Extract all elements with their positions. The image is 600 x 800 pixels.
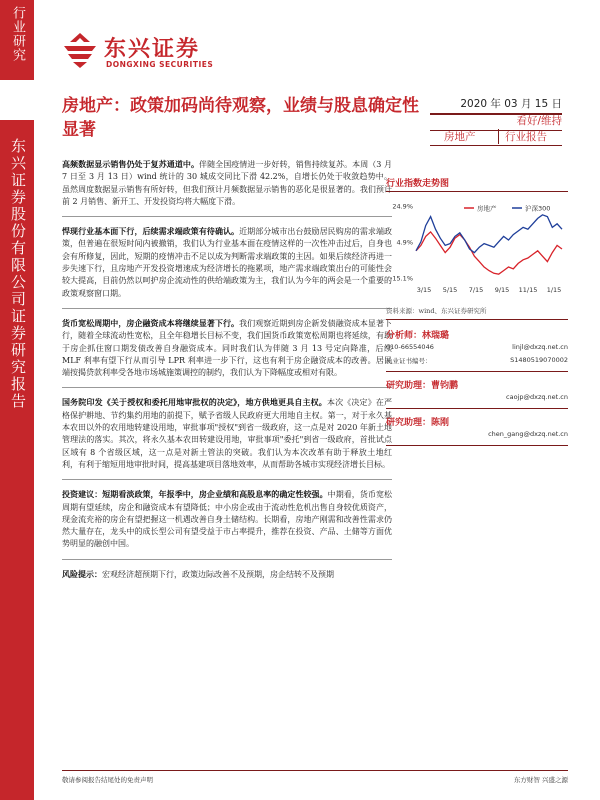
footer-slogan: 东方财智 兴盛之源 <box>513 776 568 784</box>
paragraph-sales <box>62 158 392 208</box>
sidebar-company-label: 东兴证券股份有限公司证券研究报告 <box>9 138 27 410</box>
sidebar <box>0 0 34 800</box>
divider <box>62 559 392 560</box>
paragraph-text: 伴随全国疫情进一步好转，销售持续复苏。本周（3 月 7 日至 3 月 13 日）wind 统计的 30 城成交同比下滑 42.2%，自增长仍处于收敛趋势中。虽然周度数据显示销售有所好转，但我们预计月频数据显示销售的恶化是很显著的。我们预计前 2 月销售、新开工、开发投资均将大幅度下滑。 <box>62 160 393 206</box>
sidebar-category-label: 行业研究 <box>10 6 25 62</box>
series-line <box>416 232 562 274</box>
x-tick-label: 9/15 <box>494 286 510 294</box>
x-tick-label: 3/15 <box>416 286 432 294</box>
analyst-name: 分析师：林瑞璐 <box>386 331 450 341</box>
chart-section-title: 行业指数走势图 <box>386 176 568 192</box>
divider <box>62 479 392 480</box>
paragraph-heading: 货币宽松周期中，房企融资成本将继续显著下行。 <box>62 317 240 328</box>
sidebar-top-block <box>0 0 34 80</box>
paragraph-text: 中期看，货币宽松周期有望延续，房企和融资成本有望降低；中小房企或由于流动性危机出售自身较优质资产，现金流充裕的房企有望把握这一机遇改善自身土储结构。长期看，房地产刚需和改善性需求仍然大量存在，龙头中的成长型公司有望受益于市占率提升，推荐在投资、产品、土储等方面优势明显的融创中国。 <box>62 490 393 549</box>
assistant-2-name: 研究助理：陈刚 <box>386 418 450 428</box>
x-tick-label: 1/15 <box>546 286 562 294</box>
legend-label: 房地产 <box>477 204 497 213</box>
paragraph-heading: 国务院印发《关于授权和委托用地审批权的决定》，地方供地更具自主权。 <box>62 397 327 408</box>
paragraph-land <box>62 396 392 471</box>
analyst-email[interactable]: linjl@dxzq.net.cn <box>512 343 568 351</box>
report-body <box>62 158 392 589</box>
right-column <box>386 176 568 452</box>
divider <box>62 387 392 388</box>
rating-label: 看好/维持 <box>430 112 562 131</box>
paragraph-heading: 悍现行业基本面下行，后续需求端政策有待确认。 <box>62 226 240 237</box>
y-tick-label: -15.1% <box>390 274 413 283</box>
paragraph-risk <box>62 568 392 581</box>
analyst-cert-label: 执业证书编号： <box>386 357 432 365</box>
footer-disclaimer: 敬请参阅报告结尾处的免责声明 <box>62 776 153 784</box>
paragraph-heading: 投资建议：短期看淡政策，年报季中，房企业绩和高股息率的确定性较强。 <box>62 489 328 500</box>
paragraph-heading: 风险提示： <box>62 568 102 579</box>
paragraph-text: 我们观察近期到房企新发债融资成本显著下行，随着全球流动性宽松，且全年稳增长目标不变，我们国货币政策宽松周期也将延续，有助于房企抓住窗口期发债改善自身融资成本。同时我们认为伴随 3 月 13 号定向降准，后续 MLF 利率有望下行从而引导 LPR 利率进一步下行，这也有利于房企融资成本的改善。居民端按揭贷款利率受各地市场城施策调控的制约，我们认为下降幅度或相对有限。 <box>62 318 393 378</box>
paragraph-policy <box>62 225 392 300</box>
logo-mark-icon <box>60 30 100 70</box>
logo-text-en: DONGXING SECURITIES <box>106 60 214 69</box>
industry-tag: 房地产 <box>444 131 476 143</box>
analyst-block <box>386 328 568 446</box>
series-line <box>416 215 562 253</box>
sidebar-main-block <box>0 120 34 800</box>
report-tags <box>430 128 562 146</box>
divider <box>62 216 392 217</box>
x-tick-label: 11/15 <box>518 286 538 294</box>
report-title: 房地产：政策加码尚待观察，业绩与股息确定性显著 <box>62 96 419 140</box>
index-chart <box>386 192 568 302</box>
legend-label: 沪深300 <box>525 204 551 213</box>
analyst-phone: 010-66554046 <box>386 343 434 351</box>
analyst-contact-row <box>386 343 568 354</box>
assistant-1-contact-row <box>386 393 568 404</box>
paragraph-text: 本次《决定》在严格保护耕地、节约集约用地的前提下，赋予省级人民政府更大用地自主权。第一，对于永久基本农田以外的农用地转建设用地，审批事项"授权"到省一级政府，这一点是对 2020 年新土地管理法的落实。其次，将永久基本农田转建设用地，审批事项"委托"到省一级政府，首批试点区域有 8 个省级区域，这一点是对新土管法的突破。我们认为本次改革有助于释放土地红利，有利于缩短用地审批时间，提高基建项目落地效率，从而帮助各城市实现经济增长目标。 <box>62 398 393 469</box>
paragraph-investment <box>62 488 392 550</box>
paragraph-text: 近期部分城市出台鼓励居民购房的需求端政策，但普遍在很短时间内被撤销，我们认为行业基本面在疫情这样的一次性冲击过后，自身也会有所修复，因此，短期的疫情冲击不足以成为判断需求端政策的主因。如果后续经济再进一步失速下行，且房地产开发投资增速成为经济增长的拖累项，地产需求端政策出台的可能性会较大提高，目前仍然以呵护房企流动性的供给端政策为主，我们认为今年的两会是一个重要的政策观察窗口期。 <box>62 227 393 298</box>
assistant-2-contact-row <box>386 430 568 441</box>
y-tick-label: 24.9% <box>392 202 413 211</box>
analyst-cert: S1480519070002 <box>510 356 568 364</box>
index-chart-svg <box>386 192 568 302</box>
analyst-cert-row <box>386 356 568 367</box>
paragraph-heading: 高频数据显示销售仍处于复苏通道中。 <box>62 159 200 169</box>
logo-text-cn: 东兴证券 <box>104 37 201 62</box>
report-date: 2020 年 03 月 15 日 <box>430 96 562 115</box>
assistant-1-name: 研究助理：曹钧鹏 <box>386 381 459 391</box>
x-tick-label: 7/15 <box>468 286 484 294</box>
paragraph-text: 宏观经济超预期下行，政策边际改善不及预期，房企结转不及预期 <box>102 569 334 579</box>
page-footer <box>62 770 568 784</box>
y-tick-label: 4.9% <box>396 238 413 247</box>
x-tick-label: 5/15 <box>442 286 458 294</box>
assistant-2-email[interactable]: chen_gang@dxzq.net.cn <box>488 430 568 438</box>
company-logo <box>60 30 240 74</box>
paragraph-monetary <box>62 317 392 379</box>
assistant-1-email[interactable]: caojp@dxzq.net.cn <box>506 393 568 401</box>
report-type-tag: 行业报告 <box>498 129 547 144</box>
chart-source: 资料来源：wind、东兴证券研究所 <box>386 307 487 315</box>
divider <box>62 308 392 309</box>
